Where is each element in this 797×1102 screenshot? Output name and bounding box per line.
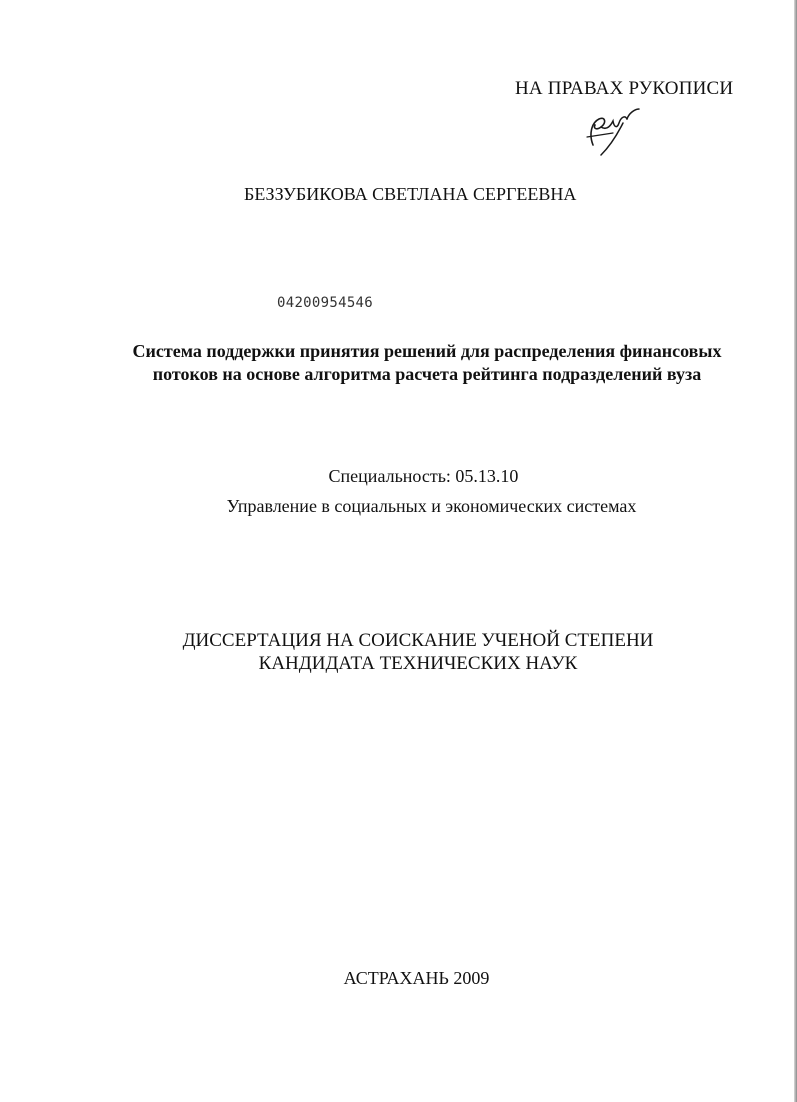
degree-heading-line-2: КАНДИДАТА ТЕХНИЧЕСКИХ НАУК bbox=[258, 653, 578, 674]
registry-number: 04200954546 bbox=[277, 295, 374, 311]
author-name: БЕЗЗУБИКОВА СВЕТЛАНА СЕРГЕЕВНА bbox=[244, 184, 577, 204]
specialty-code: Специальность: 05.13.10 bbox=[328, 466, 519, 486]
dissertation-title bbox=[80, 340, 774, 386]
signature-icon bbox=[583, 105, 643, 157]
city-year: АСТРАХАНЬ 2009 bbox=[343, 968, 490, 988]
manuscript-rights-stamp: НА ПРАВАХ РУКОПИСИ bbox=[515, 78, 734, 99]
dissertation-title-line-2: потоков на основе алгоритма расчета рейтинга подразделений вуза bbox=[152, 364, 702, 384]
degree-heading bbox=[100, 629, 736, 675]
specialty-name: Управление в социальных и экономических системах bbox=[226, 496, 637, 516]
degree-heading-line-1: ДИССЕРТАЦИЯ НА СОИСКАНИЕ УЧЕНОЙ СТЕПЕНИ bbox=[182, 630, 654, 651]
dissertation-title-line-1: Система поддержки принятия решений для распределения финансовых bbox=[132, 341, 722, 361]
